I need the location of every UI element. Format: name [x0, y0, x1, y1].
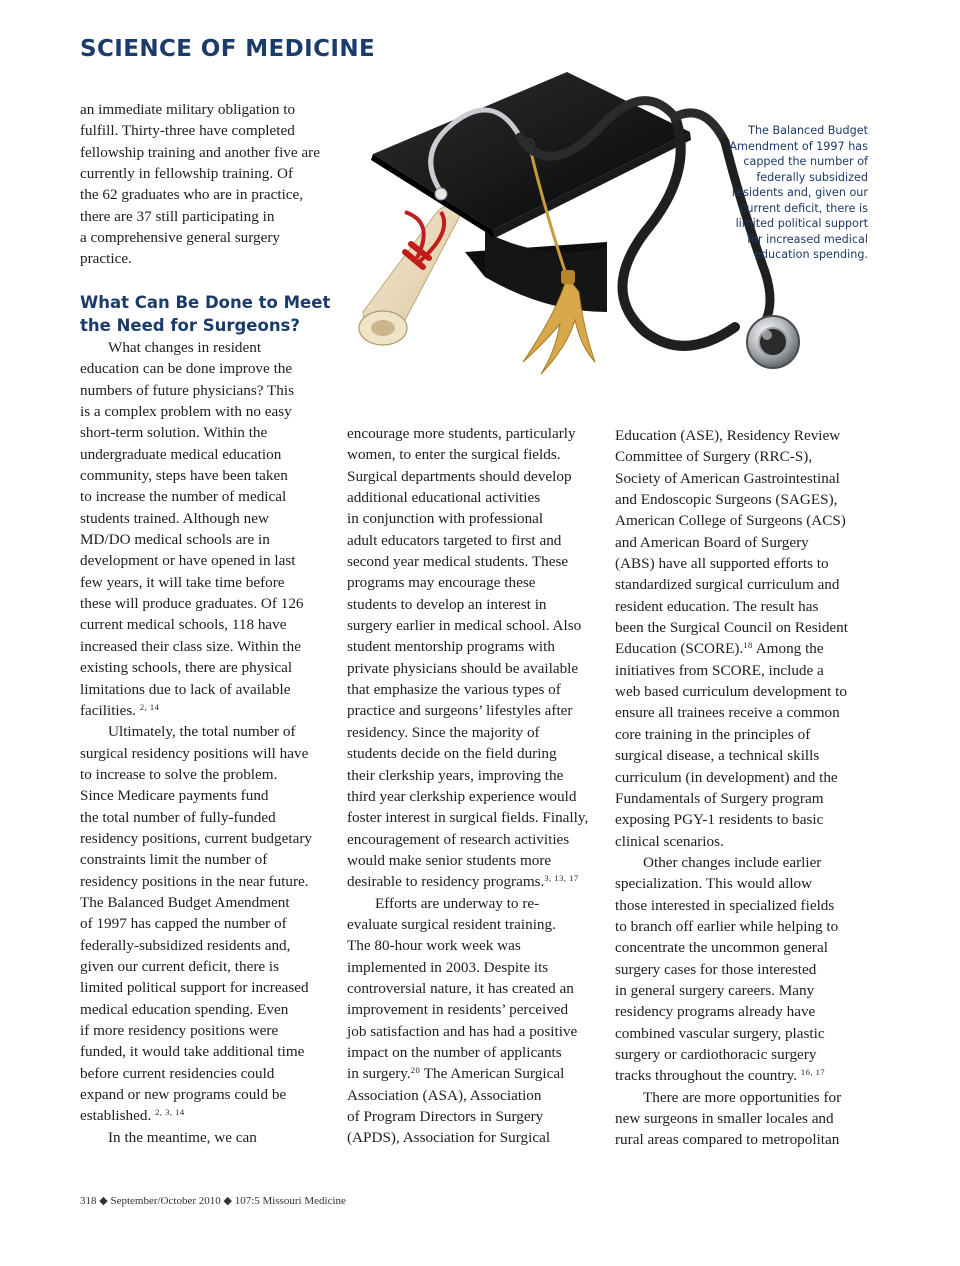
text-line: fellowship training and another five are [80, 143, 320, 161]
text-fragment: tracks throughout the country. [615, 1067, 798, 1085]
text-fragment: Education (SCORE). [615, 640, 744, 658]
text-line [615, 638, 848, 659]
text-line: The Balanced Budget Amendment [80, 893, 290, 911]
text-line: Surgical departments should develop [347, 467, 572, 485]
text-line: and American Board of Surgery [615, 533, 809, 551]
text-line: existing schools, there are physical [80, 659, 293, 677]
text-line: foster interest in surgical fields. Finally, [347, 809, 589, 827]
text-line: limitations due to lack of available [80, 680, 291, 698]
text-line: exposing PGY-1 residents to basic [615, 811, 824, 829]
text-line: Committee of Surgery (RRC-S), [615, 448, 813, 466]
text-line: to branch off earlier while helping to [615, 917, 839, 935]
text-line: web based curriculum development to [615, 683, 847, 701]
text-line: undergraduate medical education [80, 445, 282, 463]
text-line [347, 1063, 588, 1084]
text-line: surgical disease, a technical skills [615, 747, 820, 765]
text-line: expand or new programs could be [80, 1086, 287, 1104]
text-line: surgical residency positions will have [80, 744, 309, 762]
text-line: new surgeons in smaller locales and [615, 1110, 834, 1127]
text-line: their clerkship years, improving the [347, 766, 564, 784]
text-line: residency programs already have [615, 1003, 816, 1021]
text-line: medical education spending. Even [80, 1000, 289, 1018]
text-line: concentrate the uncommon general [615, 939, 828, 957]
citation: 18 [743, 640, 753, 651]
citation: 2, 14 [139, 701, 160, 712]
text-fragment: Among the [755, 640, 824, 658]
text-line: clinical scenarios. [615, 832, 724, 850]
text-line: that emphasize the various types of [347, 681, 561, 699]
text-line [615, 1065, 848, 1086]
photo-caption [690, 123, 868, 263]
text-line: (APDS), Association for Surgical [347, 1129, 551, 1147]
text-line: is a complex problem with no easy [80, 403, 292, 421]
text-line: combined vascular surgery, plastic [615, 1024, 825, 1042]
text-line: these will produce graduates. Of 126 [80, 595, 304, 613]
text-line: practice. [80, 250, 132, 268]
text-line: to increase to solve the problem. [80, 765, 278, 783]
text-line: been the Surgical Council on Resident [615, 619, 848, 637]
text-line: numbers of future physicians? This [80, 381, 294, 399]
text-line: In the meantime, we can [108, 1128, 257, 1146]
text-line: MD/DO medical schools are in [80, 531, 270, 549]
text-fragment: desirable to residency programs. [347, 873, 545, 891]
text-line: Ultimately, the total number of [108, 723, 296, 741]
text-line: if more residency positions were [80, 1022, 279, 1039]
text-line: women, to enter the surgical fields. [347, 446, 561, 464]
text-line: job satisfaction and has had a positive [347, 1022, 578, 1040]
text-line: development or have opened in last [80, 552, 296, 570]
text-line: short-term solution. Within the [80, 424, 268, 442]
text-line: impact on the number of applicants [347, 1043, 562, 1061]
text-line: encouragement of research activities [347, 830, 570, 848]
text-line: curriculum (in development) and the [615, 768, 838, 786]
text-line [80, 700, 312, 721]
text-line: The 80-hour work week was [347, 937, 521, 955]
text-line: American College of Surgeons (ACS) [615, 512, 846, 530]
caption-line: Amendment of 1997 has [729, 139, 868, 153]
text-line: to increase the number of medical [80, 488, 287, 506]
text-line: Education (ASE), Residency Review [615, 427, 841, 444]
text-line: there are 37 still participating in [80, 207, 275, 225]
text-line: core training in the principles of [615, 725, 811, 743]
text-line: of Program Directors in Surgery [347, 1108, 544, 1125]
text-line: specialization. This would allow [615, 875, 813, 893]
citation: 3, 13, 17 [544, 873, 579, 884]
text-line: federally-subsidized residents and, [80, 936, 291, 954]
text-fragment: established. [80, 1107, 152, 1125]
citation: 20 [410, 1065, 421, 1076]
text-line: funded, it would take additional time [80, 1043, 305, 1061]
text-line: programs may encourage these [347, 574, 536, 592]
text-fragment: in surgery. [347, 1065, 411, 1083]
citation: 2, 3, 14 [155, 1107, 185, 1118]
text-line: surgery earlier in medical school. Also [347, 617, 582, 635]
caption-line: current deficit, there is [740, 201, 868, 215]
text-line: community, steps have been taken [80, 467, 288, 485]
text-line: ensure all trainees receive a common [615, 704, 840, 722]
text-line: limited political support for increased [80, 979, 309, 997]
text-line: Other changes include earlier [643, 853, 822, 871]
text-line: practice and surgeons’ lifestyles after [347, 702, 573, 720]
citation: 16, 17 [800, 1067, 826, 1078]
caption-line: for increased medical [747, 232, 868, 246]
text-line: Fundamentals of Surgery program [615, 789, 824, 807]
text-line: resident education. The result has [615, 597, 819, 615]
text-line: Association (ASA), Association [347, 1086, 542, 1104]
caption-line: limited political support [735, 217, 868, 230]
text-line: controversial nature, it has created an [347, 979, 574, 997]
text-line: constraints limit the number of [80, 851, 268, 869]
page-footer: 318 ◆ September/October 2010 ◆ 107:5 Missouri Medicine [80, 1195, 346, 1207]
text-line: an immediate military obligation to [80, 101, 296, 118]
text-line: students trained. Although new [80, 509, 269, 527]
text-line: increased their class size. Within the [80, 637, 301, 655]
text-line: education can be done improve the [80, 360, 293, 378]
text-line: additional educational activities [347, 489, 541, 507]
text-line: implemented in 2003. Despite its [347, 958, 549, 976]
caption-line: capped the number of [743, 155, 868, 168]
column-3 [615, 425, 848, 1151]
text-line: residency positions, current budgetary [80, 829, 312, 847]
text-line: surgery or cardiothoracic surgery [615, 1045, 817, 1063]
text-line: of 1997 has capped the number of [80, 915, 287, 933]
text-line: would make senior students more [347, 851, 552, 869]
text-line: in general surgery careers. Many [615, 981, 815, 999]
subheading-line: What Can Be Done to Meet [80, 293, 331, 312]
text-line: residency. Since the majority of [347, 723, 540, 741]
section-title: SCIENCE OF MEDICINE [80, 36, 376, 62]
text-line: second year medical students. These [347, 553, 569, 571]
text-line: rural areas compared to metropolitan [615, 1131, 840, 1149]
text-line: the 62 graduates who are in practice, [80, 186, 304, 204]
text-line: students decide on the field during [347, 745, 557, 763]
text-line: private physicians should be available [347, 659, 579, 677]
caption-line: federally subsidized [756, 170, 868, 184]
subheading-line: the Need for Surgeons? [80, 316, 300, 335]
text-line: adult educators targeted to first and [347, 531, 562, 549]
text-line: few years, it will take time before [80, 573, 285, 591]
text-line: students to develop an interest in [347, 595, 547, 613]
text-fragment: facilities. [80, 701, 137, 719]
caption-line: The Balanced Budget [748, 124, 868, 137]
text-line: Since Medicare payments fund [80, 787, 269, 805]
subheading [80, 291, 330, 337]
text-line: residency positions in the near future. [80, 872, 309, 890]
text-line: fulfill. Thirty-three have completed [80, 122, 295, 140]
text-line: a comprehensive general surgery [80, 229, 281, 247]
text-line: evaluate surgical resident training. [347, 915, 556, 933]
text-line: the total number of fully-funded [80, 808, 276, 826]
column-1-body [80, 337, 312, 1148]
text-line: before current residencies could [80, 1064, 275, 1082]
text-line: student mentorship programs with [347, 638, 555, 656]
text-line: surgery cases for those interested [615, 960, 817, 978]
text-line: initiatives from SCORE, include a [615, 661, 824, 679]
text-line: There are more opportunities for [643, 1088, 842, 1106]
text-fragment: The American Surgical [423, 1065, 565, 1083]
text-line [347, 871, 588, 892]
caption-line: education spending. [754, 248, 868, 261]
text-line: current medical schools, 118 have [80, 616, 287, 634]
caption-line: residents and, given our [731, 186, 868, 199]
text-line: in conjunction with professional [347, 510, 544, 528]
text-line: What changes in resident [108, 339, 262, 356]
text-line: improvement in residents’ perceived [347, 1001, 569, 1019]
diploma-scroll [359, 205, 463, 345]
column-2 [347, 423, 588, 1149]
text-line: (ABS) have all supported efforts to [615, 555, 829, 573]
text-line: given our current deficit, there is [80, 957, 280, 975]
text-line: Society of American Gastrointestinal [615, 469, 840, 487]
text-line: encourage more students, particularly [347, 425, 576, 442]
text-line: those interested in specialized fields [615, 896, 835, 914]
text-line [80, 1105, 312, 1126]
text-line: standardized surgical curriculum and [615, 576, 840, 594]
text-line: currently in fellowship training. Of [80, 165, 293, 183]
column-1-intro [80, 99, 320, 270]
text-line: and Endoscopic Surgeons (SAGES), [615, 491, 838, 509]
text-line: Efforts are underway to re- [375, 894, 540, 912]
text-line: third year clerkship experience would [347, 787, 577, 805]
